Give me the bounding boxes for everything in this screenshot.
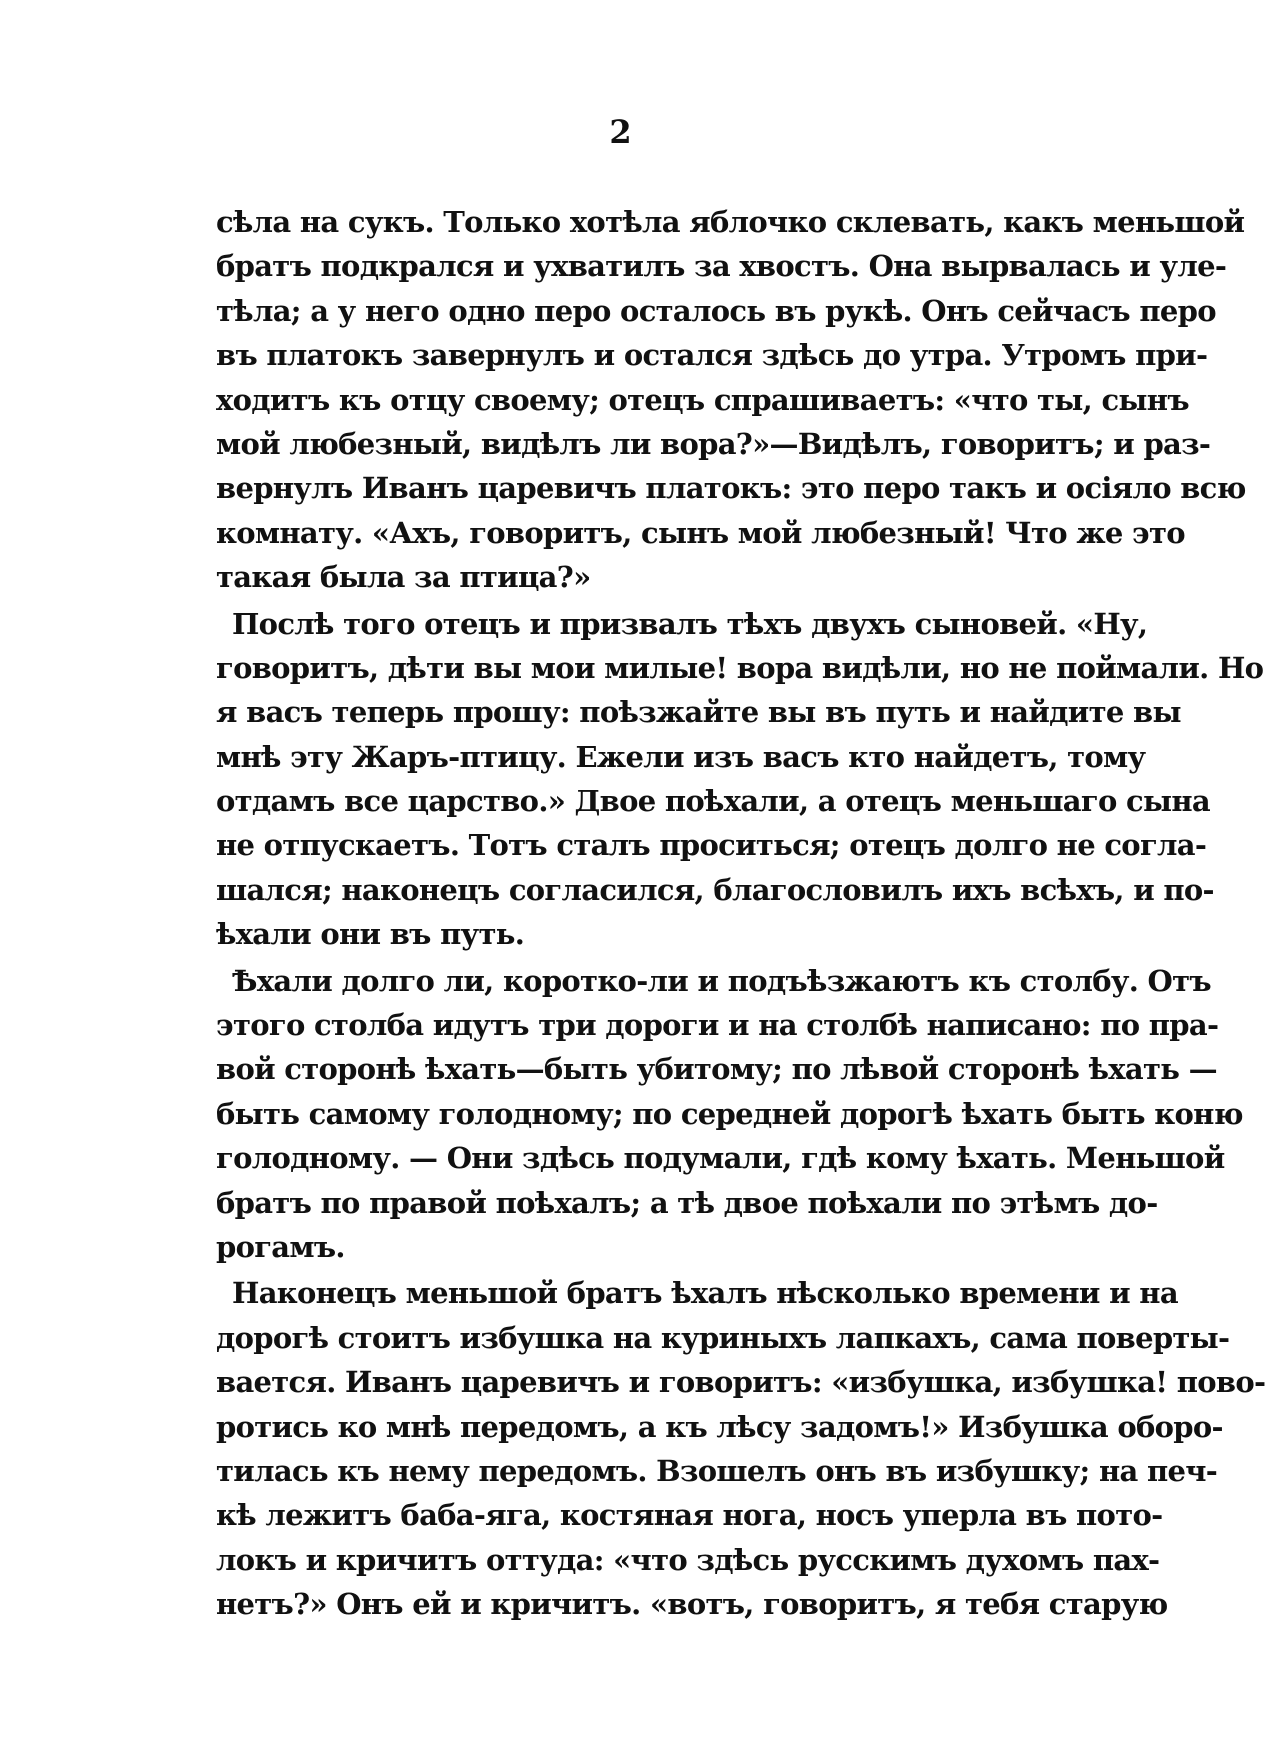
text-line: я васъ теперь прошу: поѣзжайте вы въ путь и найдите вы: [216, 695, 1181, 730]
text-line: братъ по правой поѣхалъ; а тѣ двое поѣхали по этѣмъ до-: [216, 1185, 1158, 1220]
text-line: вернулъ Иванъ царевичъ платокъ: это перо такъ и осіяло всю: [216, 471, 1246, 506]
text-line: ходитъ къ отцу своему; отецъ спрашиваетъ: «что ты, сынъ: [216, 382, 1189, 417]
paragraph: [216, 200, 1246, 600]
paragraph: [216, 959, 1243, 1270]
body-text: [216, 200, 1265, 1627]
text-line: мнѣ эту Жаръ-птицу. Ежели изъ васъ кто найдетъ, тому: [216, 739, 1146, 774]
text-line: тѣла; а у него одно перо осталось въ рукѣ. Онъ сейчасъ перо: [216, 293, 1216, 328]
paragraph: [216, 602, 1264, 957]
text-line: этого столба идутъ три дороги и на столбѣ написано: по пра-: [216, 1008, 1219, 1043]
text-line: Ѣхали долго ли, коротко-ли и подъѣзжаютъ къ столбу. Отъ: [232, 963, 1211, 998]
text-line: голодному. — Они здѣсь подумали, гдѣ кому ѣхать. Меньшой: [216, 1141, 1225, 1176]
text-line: Послѣ того отецъ и призвалъ тѣхъ двухъ сыновей. «Ну,: [232, 606, 1148, 641]
text-line: не отпускаетъ. Тотъ сталъ проситься; отецъ долго не согла-: [216, 828, 1207, 863]
text-line: братъ подкрался и ухватилъ за хвостъ. Она вырвалась и уле-: [216, 249, 1227, 284]
text-line: такая была за птица?»: [216, 560, 591, 595]
text-line: сѣла на сукъ. Только хотѣла яблочко склевать, какъ меньшой: [216, 205, 1245, 239]
text-line: ротись ко мнѣ передомъ, а къ лѣсу задомъ!» Избушка оборо-: [216, 1409, 1223, 1444]
text-line: комнату. «Ахъ, говоритъ, сынъ мой любезный! Что же это: [216, 515, 1185, 550]
text-line: говоритъ, дѣти вы мои милые! вора видѣли, но не поймали. Но: [216, 650, 1264, 685]
text-line: локъ и кричитъ оттуда: «что здѣсь русскимъ духомъ пах-: [216, 1542, 1160, 1577]
text-line: дорогѣ стоитъ избушка на куриныхъ лапкахъ, сама поверты-: [216, 1320, 1230, 1355]
text-line: Наконецъ меньшой братъ ѣхалъ нѣсколько времени и на: [232, 1276, 1178, 1311]
text-line: ѣхали они въ путь.: [216, 917, 525, 952]
paragraph: [216, 1271, 1265, 1626]
text-line: мой любезный, видѣлъ ли вора?»—Видѣлъ, говоритъ; и раз-: [216, 426, 1211, 461]
text-line: быть самому голодному; по середней дорогѣ ѣхать быть коню: [216, 1096, 1243, 1131]
page-number: 2: [609, 113, 632, 151]
text-line: шался; наконецъ согласился, благословилъ ихъ всѣхъ, и по-: [216, 872, 1214, 907]
text-line: нетъ?» Онъ ей и кричитъ. «вотъ, говоритъ, я тебя старую: [216, 1587, 1168, 1622]
text-line: рогамъ.: [216, 1229, 345, 1264]
text-line: кѣ лежитъ баба-яга, костяная нога, носъ уперла въ пото-: [216, 1498, 1163, 1533]
text-line: отдамъ все царство.» Двое поѣхали, а отецъ меньшаго сына: [216, 784, 1210, 819]
text-line: вой сторонѣ ѣхать—быть убитому; по лѣвой сторонѣ ѣхать —: [216, 1052, 1217, 1087]
text-line: тилась къ нему передомъ. Взошелъ онъ въ избушку; на печ-: [216, 1453, 1218, 1488]
text-line: въ платокъ завернулъ и остался здѣсь до утра. Утромъ при-: [216, 338, 1208, 373]
text-line: вается. Иванъ царевичъ и говоритъ: «избушка, избушка! пово-: [216, 1365, 1265, 1400]
